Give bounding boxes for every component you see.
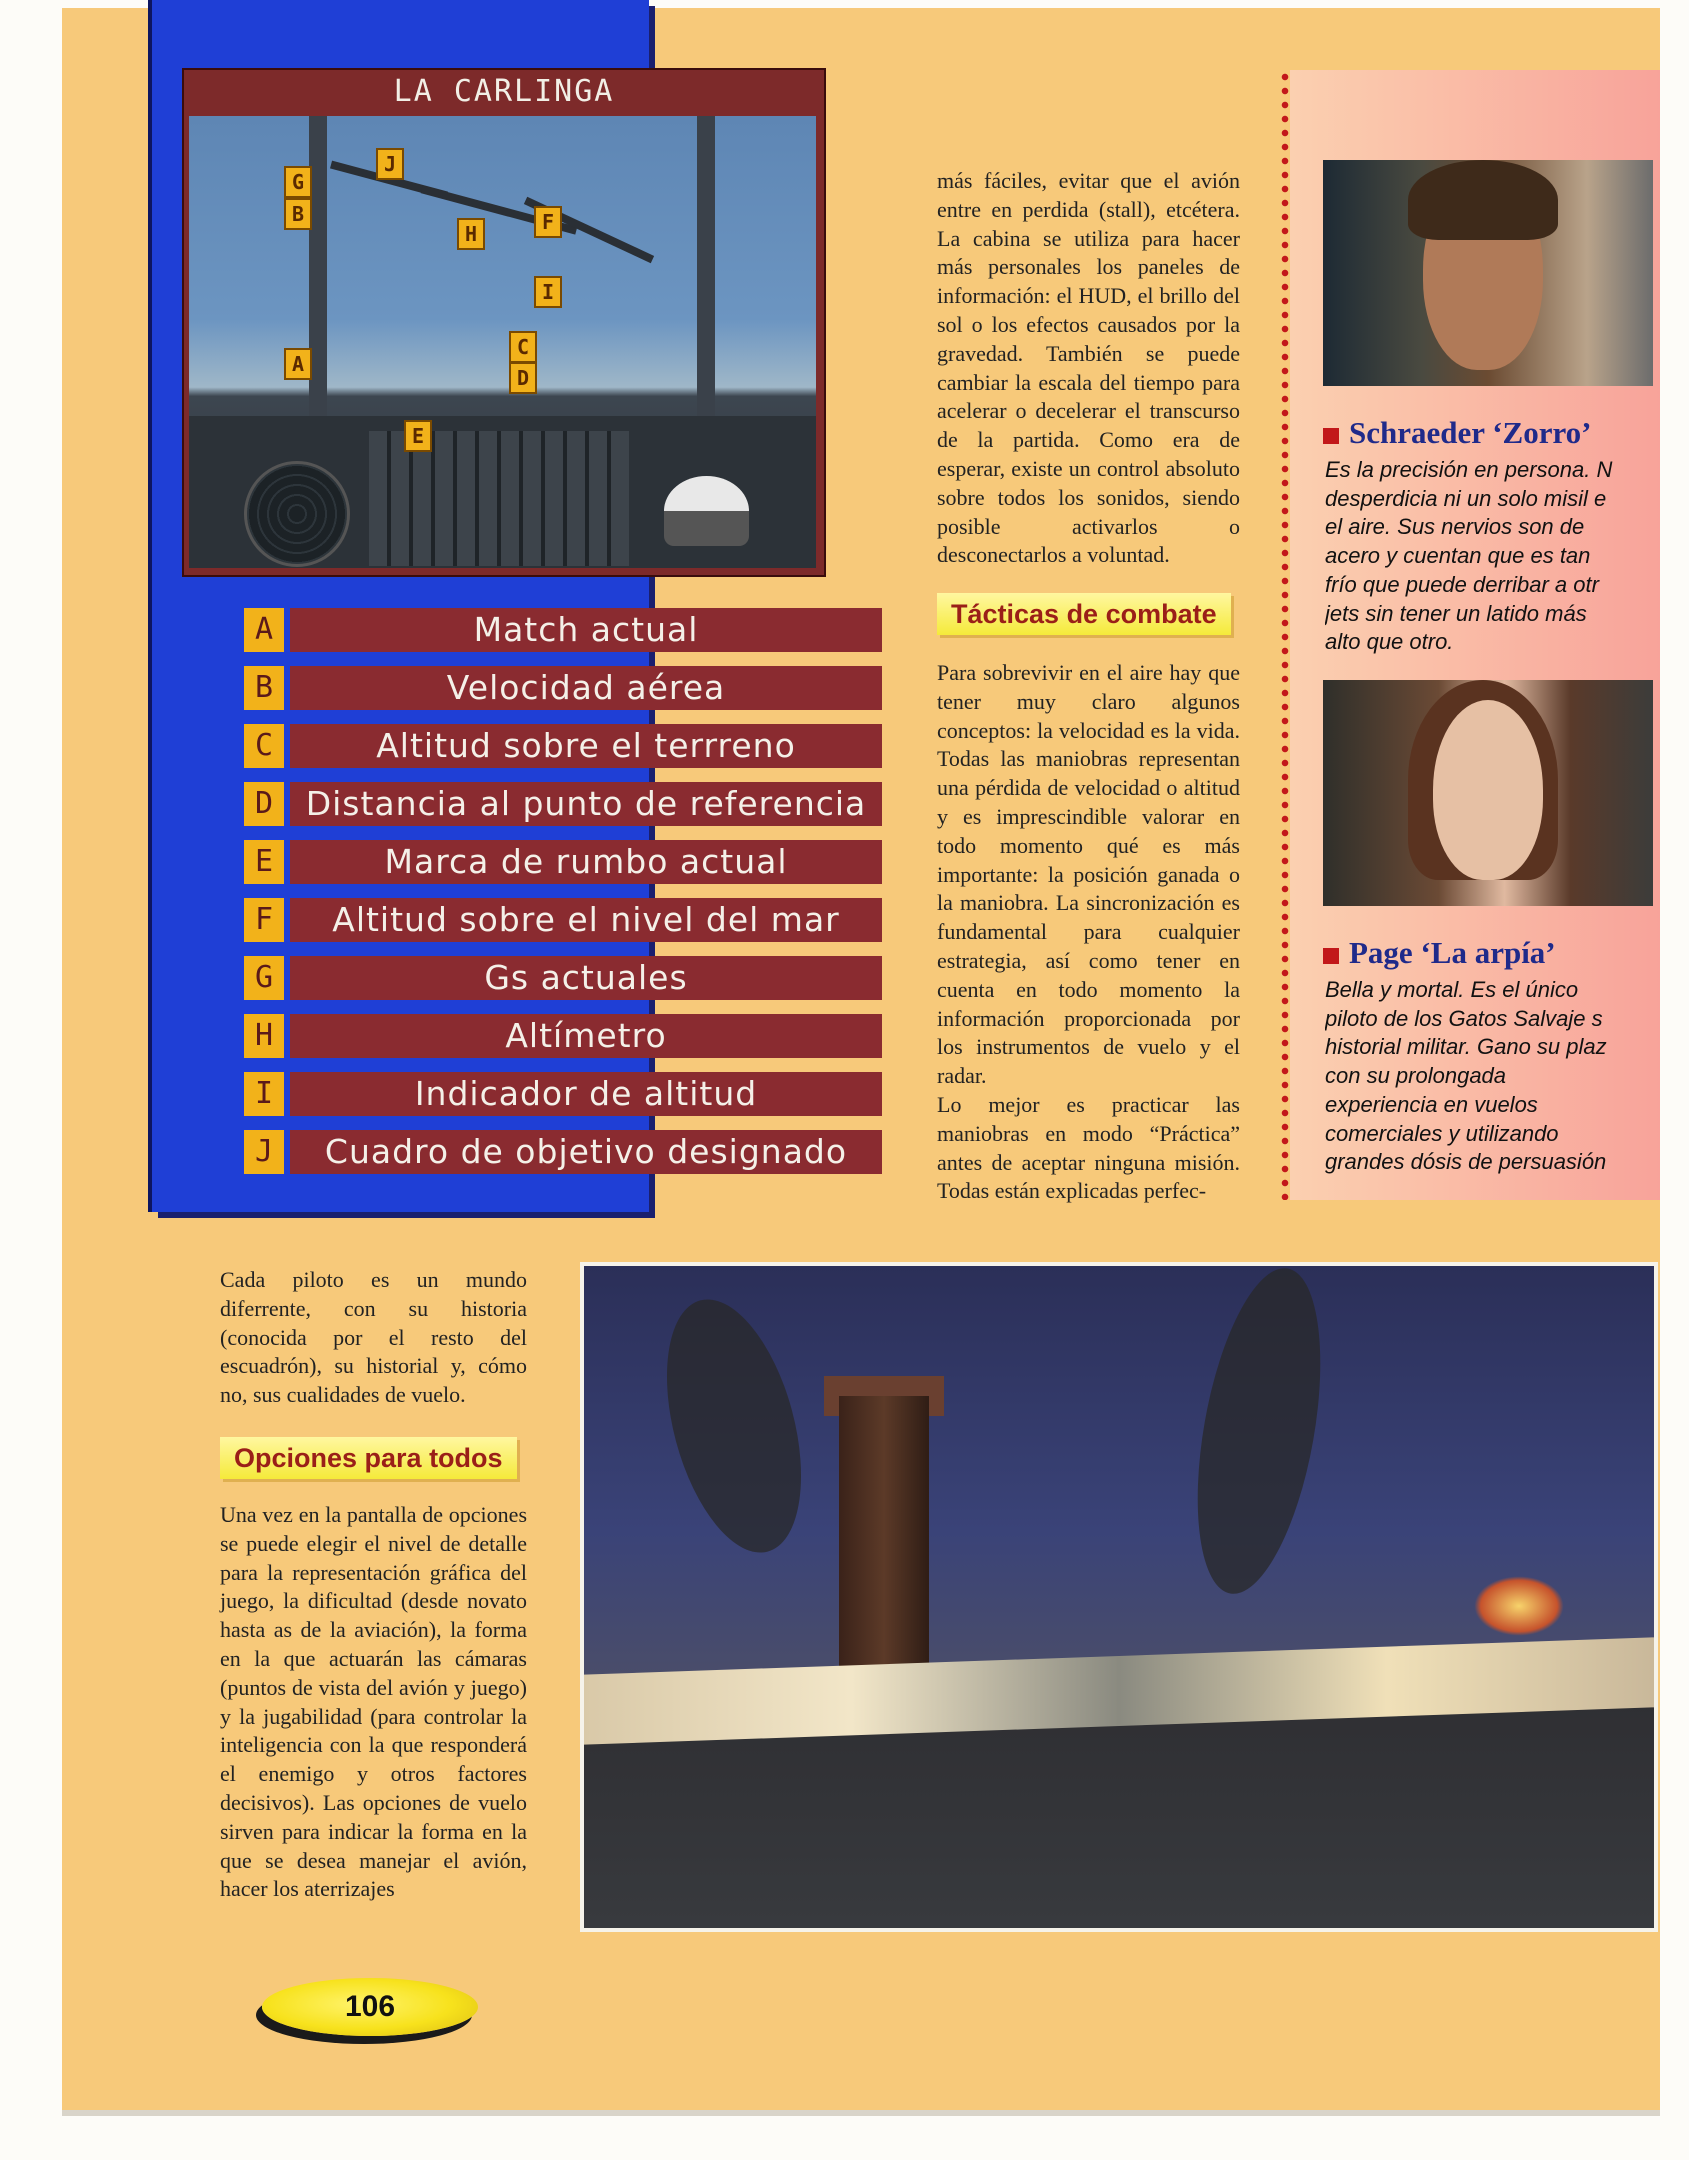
- description-line: piloto de los Gatos Salvaje s: [1325, 1005, 1603, 1031]
- hud-label-c: C: [509, 331, 537, 363]
- legend-letter: F: [244, 898, 284, 942]
- legend-text: Altitud sobre el nivel del mar: [290, 898, 882, 942]
- hud-label-a: A: [284, 348, 312, 380]
- description-line: frío que puede derribar a otr: [1325, 571, 1599, 597]
- description-line: acero y cuentan que es tan: [1325, 543, 1591, 569]
- legend-text: Distancia al punto de referencia: [290, 782, 882, 826]
- body-paragraph: Para sobrevivir en el aire hay que tener muy claro algunos conceptos: la velocidad es la vida. Todas las maniobras representan una pérdida de velocidad o altitud y es imprescindible valorar en todo momento qué es más importante: la posición ganada o la maniobra. La sincronización es fundamental para cualquier estrategia, así como tener en cuenta en todo momento la información proporcionada por los instrumentos de vuelo y el radar.: [937, 660, 1240, 1089]
- hud-label-b: B: [284, 198, 312, 230]
- legend-row: [244, 608, 882, 652]
- body-paragraph: Una vez en la pantalla de opciones se puede elegir el nivel de detalle para la representación gráfica del juego, la dificultad (desde novato hasta as de la aviación), la forma en la que actuarán las cámaras (puntos de vista del avión y juego) y la jugabilidad (para controlar la inteligencia con la que responderá el enemigo y otros factores decisivos). Las opciones de vuelo sirven para indicar la forma en la que se desea manejar el avión, hacer los aterrizajes: [220, 1502, 527, 1902]
- description-line: comerciales y utilizando: [1325, 1120, 1559, 1146]
- legend-text: Marca de rumbo actual: [290, 840, 882, 884]
- legend-letter: D: [244, 782, 284, 826]
- pilot-name-text: Schraeder ‘Zorro’: [1349, 415, 1592, 450]
- page-number: 106: [262, 1978, 478, 2036]
- bullet-square-icon: [1323, 428, 1339, 444]
- legend-row: [244, 1014, 882, 1058]
- cockpit-screenshot: [189, 116, 816, 568]
- game-screenshot-airbase: [580, 1262, 1658, 1932]
- description-line: historial militar. Gano su plaz: [1325, 1034, 1607, 1060]
- legend-row: [244, 840, 882, 884]
- description-line: jets sin tener un latido más: [1325, 600, 1587, 626]
- description-line: Bella y mortal. Es el único: [1325, 977, 1579, 1002]
- hud-label-f: F: [534, 206, 562, 238]
- legend-letter: C: [244, 724, 284, 768]
- legend-text: Velocidad aérea: [290, 666, 882, 710]
- face: [1433, 700, 1543, 880]
- middle-column-bottom: [937, 659, 1240, 1206]
- legend-text: Cuadro de objetivo designado: [290, 1130, 882, 1174]
- cockpit-title: LA CARLINGA: [393, 74, 615, 109]
- legend-row: [244, 1130, 882, 1174]
- description-line: experiencia en vuelos: [1325, 1091, 1538, 1117]
- legend-letter: G: [244, 956, 284, 1000]
- description-line: grandes dósis de persuasión: [1325, 1149, 1607, 1175]
- pilot-description: [1325, 976, 1660, 1177]
- legend-row: [244, 666, 882, 710]
- radar-display: [244, 461, 350, 567]
- hud-label-j: J: [376, 148, 404, 180]
- subhead-opciones: Opciones para todos: [220, 1437, 517, 1479]
- cockpit-figure: [182, 68, 826, 577]
- legend-row: [244, 956, 882, 1000]
- pilot-portrait-page: [1323, 680, 1653, 906]
- hud-label-i: I: [534, 276, 562, 308]
- middle-column-top: [937, 167, 1240, 570]
- left-column-bottom: [220, 1501, 527, 1904]
- fire: [1474, 1576, 1564, 1636]
- legend-letter: I: [244, 1072, 284, 1116]
- hair: [1408, 160, 1558, 240]
- pilot-name: [1323, 935, 1556, 971]
- hud-label-e: E: [404, 420, 432, 452]
- legend-letter: J: [244, 1130, 284, 1174]
- smoke-plume: [642, 1285, 825, 1567]
- hud-label-g: G: [284, 166, 312, 198]
- legend-text: Altitud sobre el terrreno: [290, 724, 882, 768]
- legend-letter: E: [244, 840, 284, 884]
- hud-label-d: D: [509, 362, 537, 394]
- pilot-name-text: Page ‘La arpía’: [1349, 935, 1556, 970]
- dotted-divider: [1281, 70, 1289, 1200]
- pilot-name: [1323, 415, 1592, 451]
- legend-text: Altímetro: [290, 1014, 882, 1058]
- description-line: el aire. Sus nervios son de: [1325, 514, 1585, 540]
- description-line: con su prolongada: [1325, 1063, 1507, 1089]
- body-paragraph: Lo mejor es practicar las maniobras en modo “Práctica” antes de aceptar ninguna misión. Todas están explicadas perfec-: [937, 1091, 1240, 1204]
- left-column-top: [220, 1266, 527, 1410]
- legend-row: [244, 724, 882, 768]
- legend-letter: B: [244, 666, 284, 710]
- description-line: alto que otro.: [1325, 629, 1454, 655]
- body-paragraph: Cada piloto es un mundo diferrente, con su historia (conocida por el resto del escuadrón), su historial y, cómo no, sus cualidades de vuelo.: [220, 1267, 527, 1408]
- body-paragraph: más fáciles, evitar que el avión entre en perdida (stall), etcétera. La cabina se utiliza para hacer más personales los paneles de información: el HUD, el brillo del sol o los efectos causados por la gravedad. También se puede cambiar la escala del tiempo para acelerar o decelerar el transcurso de la partida. Como era de esperar, existe un control absoluto sobre todos los sonidos, siendo posible activarlos o desconectarlos a voluntad.: [937, 168, 1240, 568]
- legend-row: [244, 1072, 882, 1116]
- subhead-tacticas: Tácticas de combate: [937, 593, 1231, 635]
- hud-label-h: H: [457, 218, 485, 250]
- legend-letter: A: [244, 608, 284, 652]
- pilot-portrait-zorro: [1323, 160, 1653, 386]
- pilot-description: [1325, 456, 1660, 657]
- jet-fighter: [584, 1637, 1654, 1744]
- description-line: Es la precisión en persona. N: [1325, 457, 1613, 482]
- attitude-gauge: [664, 476, 749, 546]
- legend-text: Match actual: [290, 608, 882, 652]
- bullet-square-icon: [1323, 948, 1339, 964]
- legend-text: Indicador de altitud: [290, 1072, 882, 1116]
- page-shadow: [62, 2110, 1660, 2116]
- legend-letter: H: [244, 1014, 284, 1058]
- smoke-plume: [1176, 1262, 1342, 1603]
- legend-text: Gs actuales: [290, 956, 882, 1000]
- legend-row: [244, 898, 882, 942]
- description-line: desperdicia ni un solo misil e: [1325, 485, 1607, 511]
- legend-row: [244, 782, 882, 826]
